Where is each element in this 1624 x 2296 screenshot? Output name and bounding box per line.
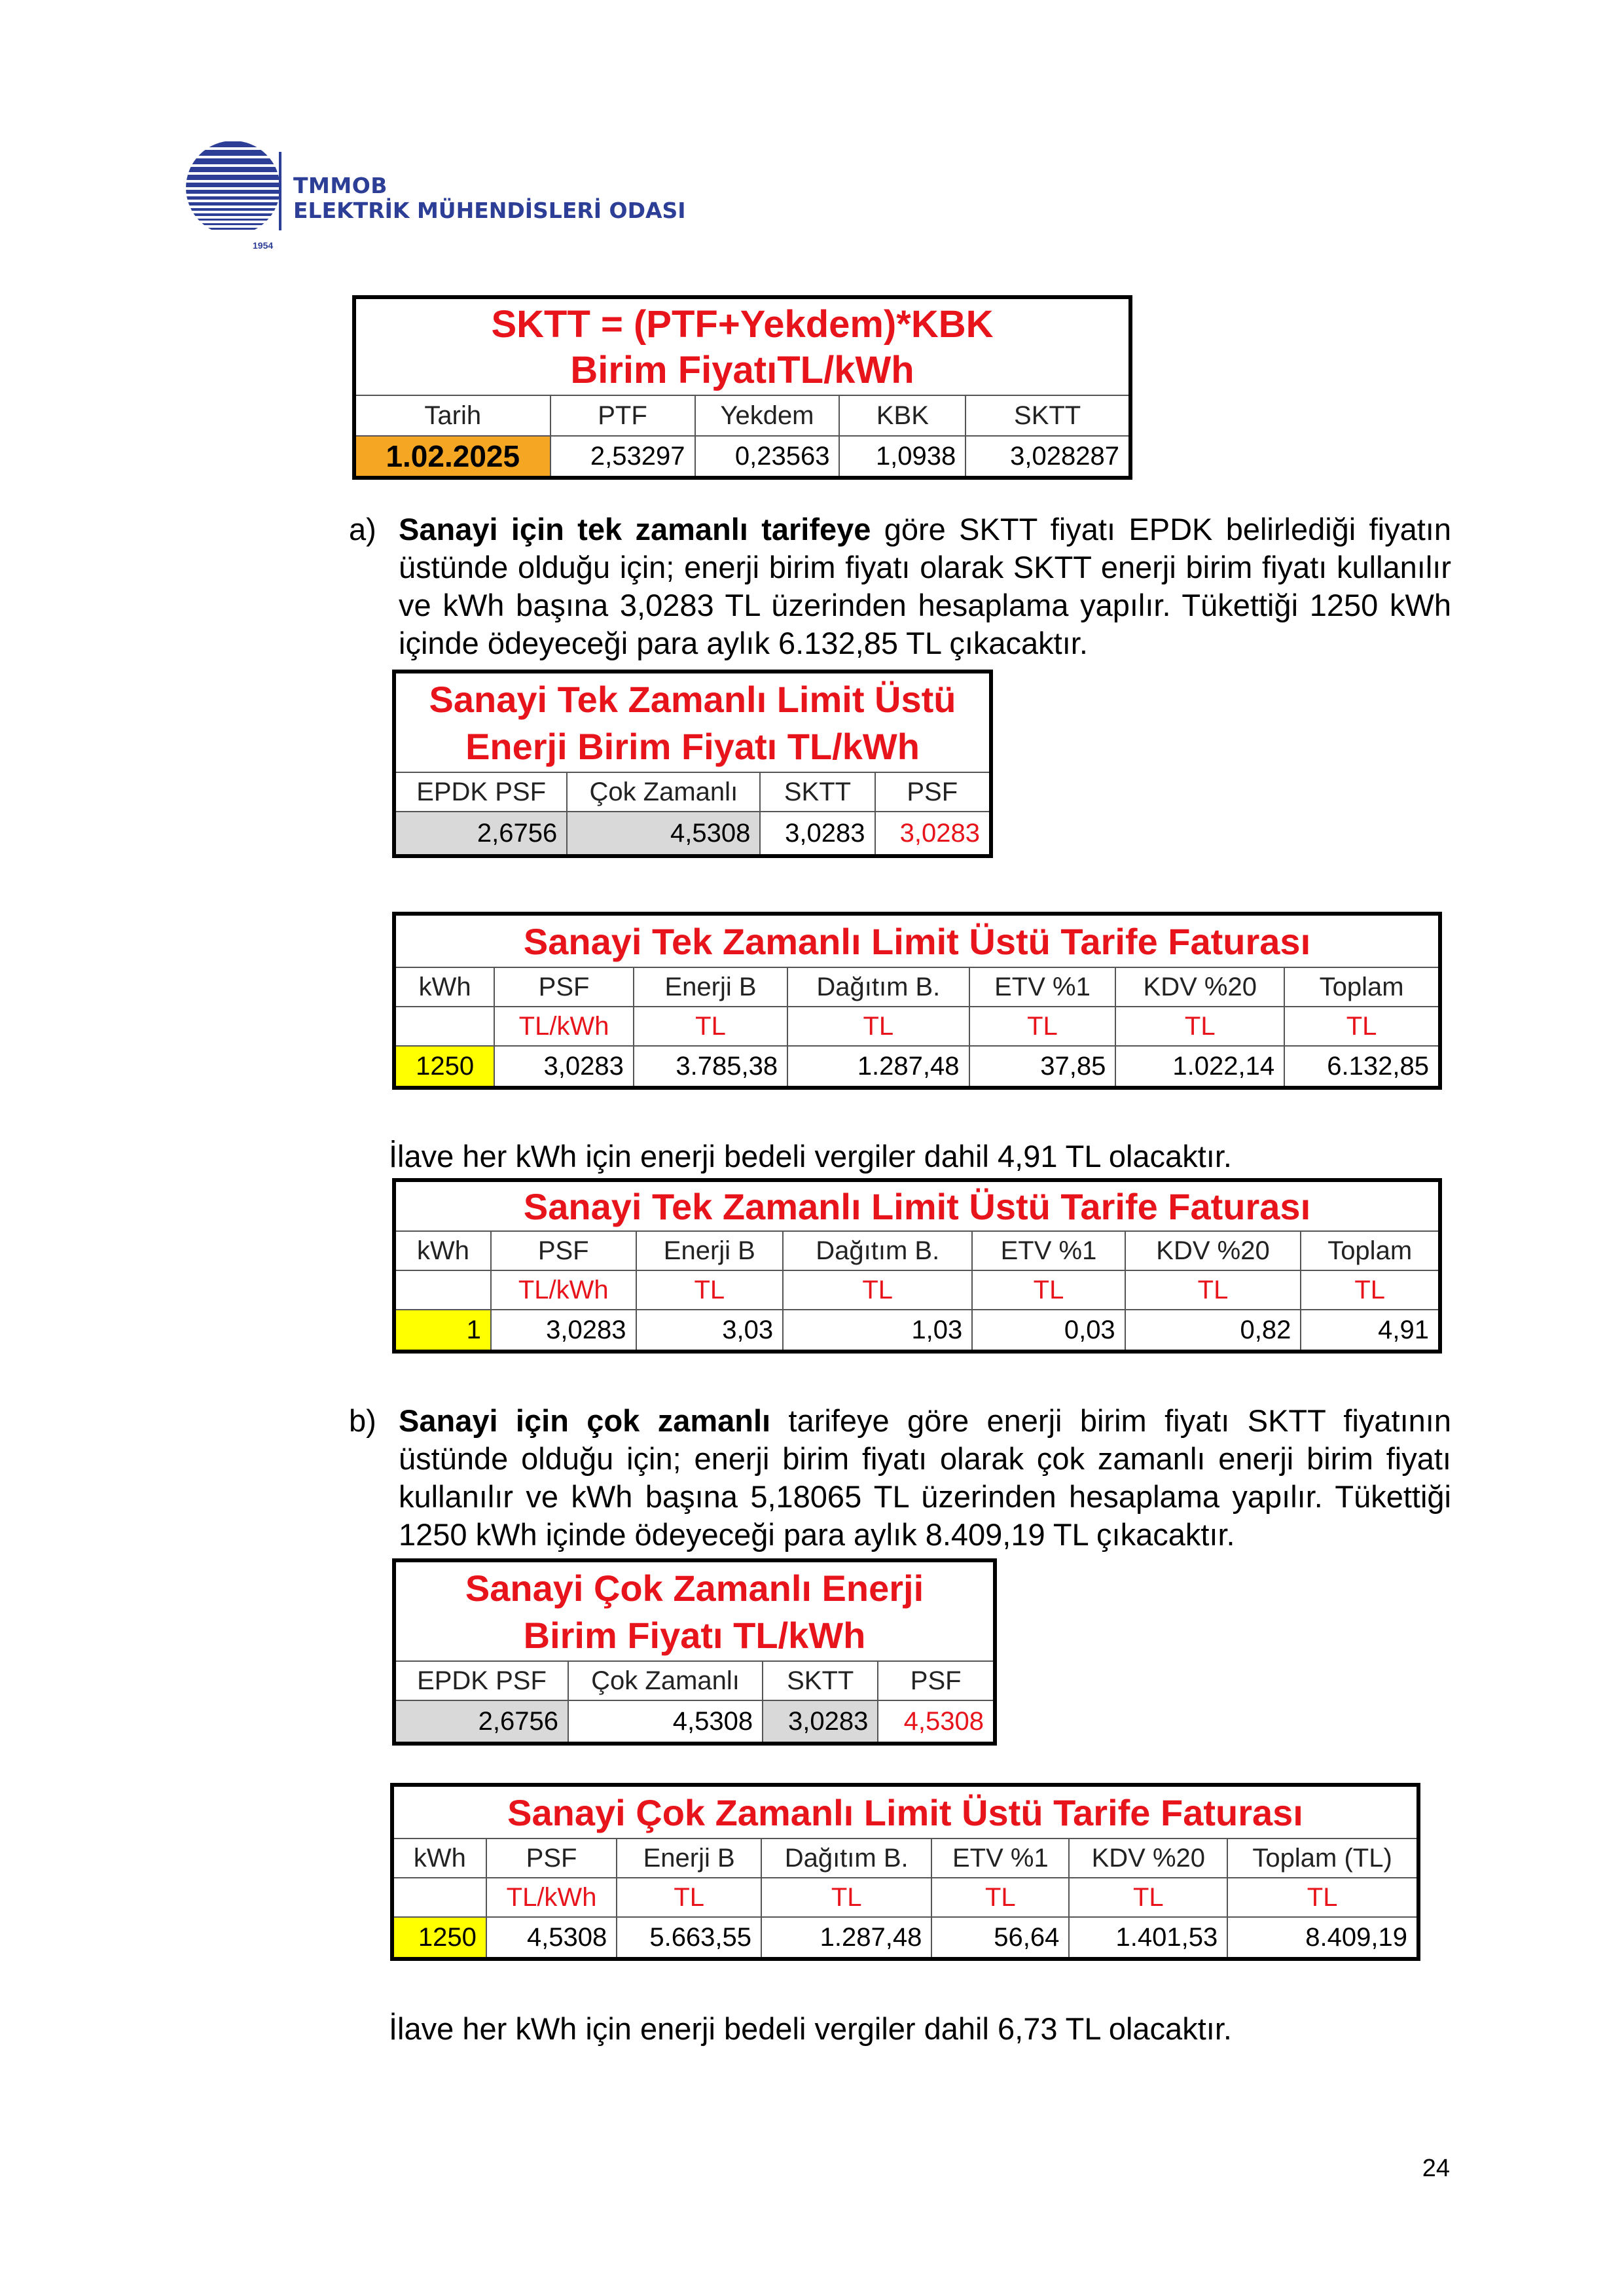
unit-cell bbox=[394, 1270, 491, 1310]
single-time-unit-price-table bbox=[392, 670, 993, 858]
col-header: KDV %20 bbox=[1125, 1231, 1301, 1270]
col-header: Dağıtım B. bbox=[787, 967, 969, 1007]
unit-cell: TL bbox=[1115, 1007, 1284, 1046]
unit-cell: TL bbox=[969, 1007, 1116, 1046]
distribution-cell: 1.287,48 bbox=[761, 1917, 931, 1959]
col-header: Enerji B bbox=[617, 1839, 761, 1878]
unit-cell: TL bbox=[617, 1878, 761, 1917]
distribution-cell: 1,03 bbox=[783, 1310, 972, 1352]
unit-cell: TL bbox=[783, 1270, 972, 1310]
energy-cell: 3.785,38 bbox=[634, 1046, 787, 1088]
kdv-cell: 1.401,53 bbox=[1069, 1917, 1227, 1959]
logo-globe-icon bbox=[182, 139, 287, 250]
col-header: PSF bbox=[878, 1661, 995, 1700]
col-header: ETV %1 bbox=[972, 1231, 1125, 1270]
energy-cell: 3,03 bbox=[636, 1310, 784, 1352]
col-header: EPDK PSF bbox=[394, 772, 567, 812]
table-title bbox=[394, 1560, 995, 1661]
multi-time-invoice-table bbox=[390, 1783, 1420, 1961]
col-header: SKTT bbox=[760, 772, 875, 812]
multi-time-unit-price-table bbox=[392, 1558, 997, 1746]
psf-cell: 3,0283 bbox=[875, 812, 991, 856]
col-header: PTF bbox=[550, 395, 695, 436]
unit-cell: TL bbox=[931, 1878, 1069, 1917]
col-header: Dağıtım B. bbox=[761, 1839, 931, 1878]
kwh-cell: 1250 bbox=[394, 1046, 494, 1088]
paragraph-label: a) bbox=[349, 512, 376, 547]
paragraph-bold: Sanayi için tek zamanlı tarifeye bbox=[399, 512, 871, 547]
col-header: Çok Zamanlı bbox=[567, 772, 760, 812]
single-time-invoice-table-1 bbox=[392, 1178, 1442, 1354]
psf-cell: 3,0283 bbox=[491, 1310, 636, 1352]
yekdem-cell: 0,23563 bbox=[695, 436, 840, 478]
col-header: Yekdem bbox=[695, 395, 840, 436]
table-title bbox=[394, 672, 991, 772]
kwh-cell: 1 bbox=[394, 1310, 491, 1352]
col-header: Dağıtım B. bbox=[783, 1231, 972, 1270]
col-header: ETV %1 bbox=[969, 967, 1116, 1007]
col-header: Toplam bbox=[1301, 1231, 1440, 1270]
note-extra-kwh-single: İlave her kWh için enerji bedeli vergiler dahil 4,91 TL olacaktır. bbox=[389, 1139, 1232, 1174]
col-header: PSF bbox=[491, 1231, 636, 1270]
unit-cell bbox=[392, 1878, 486, 1917]
multi-time-cell: 4,5308 bbox=[568, 1700, 763, 1744]
col-header: Toplam bbox=[1284, 967, 1440, 1007]
unit-cell: TL/kWh bbox=[491, 1270, 636, 1310]
title-line-2: Enerji Birim Fiyatı TL/kWh bbox=[465, 726, 920, 767]
paragraph-text: tarifeye göre enerji birim fiyatı SKTT fiyatının üstünde olduğu için; enerji birim fiyatı olarak çok zamanlı enerji birim fiyatı kullanılır ve kWh başına 5,18065 TL üzerinden hesaplama yapılır. Tükettiği 1250 kWh içinde ödeyeceği para aylık 8.409,19 TL çıkacaktır. bbox=[399, 1403, 1451, 1552]
table-title: Sanayi Tek Zamanlı Limit Üstü Tarife Faturası bbox=[394, 914, 1440, 967]
multi-time-cell: 4,5308 bbox=[567, 812, 760, 856]
psf-cell: 3,0283 bbox=[494, 1046, 634, 1088]
col-header: KDV %20 bbox=[1115, 967, 1284, 1007]
epdk-psf-cell: 2,6756 bbox=[394, 1700, 568, 1744]
table-title: Sanayi Tek Zamanlı Limit Üstü Tarife Faturası bbox=[394, 1180, 1440, 1231]
date-cell: 1.02.2025 bbox=[354, 436, 550, 478]
kdv-cell: 0,82 bbox=[1125, 1310, 1301, 1352]
single-time-invoice-table-1250 bbox=[392, 912, 1442, 1090]
col-header: ETV %1 bbox=[931, 1839, 1069, 1878]
total-cell: 6.132,85 bbox=[1284, 1046, 1440, 1088]
table-title bbox=[354, 297, 1130, 395]
unit-cell: TL/kWh bbox=[486, 1878, 617, 1917]
logo-year: 1954 bbox=[253, 240, 274, 251]
title-line-1: Sanayi Tek Zamanlı Limit Üstü bbox=[429, 679, 956, 720]
col-header: kWh bbox=[394, 967, 494, 1007]
col-header: kWh bbox=[392, 1839, 486, 1878]
unit-cell bbox=[394, 1007, 494, 1046]
paragraph-bold: Sanayi için çok zamanlı bbox=[399, 1403, 771, 1438]
unit-cell: TL bbox=[634, 1007, 787, 1046]
etv-cell: 37,85 bbox=[969, 1046, 1116, 1088]
total-cell: 8.409,19 bbox=[1227, 1917, 1418, 1959]
sktt-cell: 3,028287 bbox=[965, 436, 1130, 478]
table-title: Sanayi Çok Zamanlı Limit Üstü Tarife Faturası bbox=[392, 1785, 1418, 1839]
psf-cell: 4,5308 bbox=[486, 1917, 617, 1959]
unit-cell: TL bbox=[787, 1007, 969, 1046]
kwh-cell: 1250 bbox=[392, 1917, 486, 1959]
sktt-cell: 3,0283 bbox=[763, 1700, 878, 1744]
col-header: Toplam (TL) bbox=[1227, 1839, 1418, 1878]
etv-cell: 0,03 bbox=[972, 1310, 1125, 1352]
col-header: Enerji B bbox=[634, 967, 787, 1007]
logo-org-name: ELEKTRİK MÜHENDİSLERİ ODASI bbox=[293, 198, 686, 223]
col-header: Tarih bbox=[354, 395, 550, 436]
sktt-cell: 3,0283 bbox=[760, 812, 875, 856]
title-line-2: Birim Fiyatı TL/kWh bbox=[523, 1615, 866, 1656]
col-header: PSF bbox=[486, 1839, 617, 1878]
col-header: Çok Zamanlı bbox=[568, 1661, 763, 1700]
unit-cell: TL bbox=[636, 1270, 784, 1310]
energy-cell: 5.663,55 bbox=[617, 1917, 761, 1959]
unit-cell: TL bbox=[1227, 1878, 1418, 1917]
epdk-psf-cell: 2,6756 bbox=[394, 812, 567, 856]
kdv-cell: 1.022,14 bbox=[1115, 1046, 1284, 1088]
title-line-1: Sanayi Çok Zamanlı Enerji bbox=[465, 1568, 924, 1609]
col-header: KBK bbox=[839, 395, 965, 436]
etv-cell: 56,64 bbox=[931, 1917, 1069, 1959]
unit-cell: TL bbox=[761, 1878, 931, 1917]
paragraph-b bbox=[349, 1402, 1451, 1554]
title-line-2: Birim FiyatıTL/kWh bbox=[570, 349, 914, 391]
distribution-cell: 1.287,48 bbox=[787, 1046, 969, 1088]
unit-cell: TL/kWh bbox=[494, 1007, 634, 1046]
sktt-formula-table bbox=[352, 295, 1132, 480]
paragraph-label: b) bbox=[349, 1403, 376, 1438]
total-cell: 4,91 bbox=[1301, 1310, 1440, 1352]
col-header: kWh bbox=[394, 1231, 491, 1270]
title-line-1: SKTT = (PTF+Yekdem)*KBK bbox=[491, 303, 994, 346]
ptf-cell: 2,53297 bbox=[550, 436, 695, 478]
kbk-cell: 1,0938 bbox=[839, 436, 965, 478]
col-header: Enerji B bbox=[636, 1231, 784, 1270]
unit-cell: TL bbox=[1125, 1270, 1301, 1310]
unit-cell: TL bbox=[972, 1270, 1125, 1310]
paragraph-a bbox=[349, 511, 1451, 662]
psf-cell: 4,5308 bbox=[878, 1700, 995, 1744]
unit-cell: TL bbox=[1284, 1007, 1440, 1046]
col-header: EPDK PSF bbox=[394, 1661, 568, 1700]
tmmob-logo bbox=[182, 139, 686, 257]
col-header: PSF bbox=[875, 772, 991, 812]
logo-org-short: TMMOB bbox=[293, 173, 388, 198]
paragraph-text: göre SKTT fiyatı EPDK belirlediği fiyatın üstünde olduğu için; enerji birim fiyatı olarak SKTT enerji birim fiyatı kullanılır ve kWh başına 3,0283 TL üzerinden hesaplama yapılır. Tükettiği 1250 kWh içinde ödeyeceği para aylık 6.132,85 TL çıkacaktır. bbox=[399, 512, 1451, 660]
note-extra-kwh-multi: İlave her kWh için enerji bedeli vergiler dahil 6,73 TL olacaktır. bbox=[389, 2011, 1232, 2046]
col-header: SKTT bbox=[965, 395, 1130, 436]
col-header: SKTT bbox=[763, 1661, 878, 1700]
unit-cell: TL bbox=[1301, 1270, 1440, 1310]
page-number: 24 bbox=[1422, 2155, 1450, 2182]
col-header: KDV %20 bbox=[1069, 1839, 1227, 1878]
unit-cell: TL bbox=[1069, 1878, 1227, 1917]
col-header: PSF bbox=[494, 967, 634, 1007]
